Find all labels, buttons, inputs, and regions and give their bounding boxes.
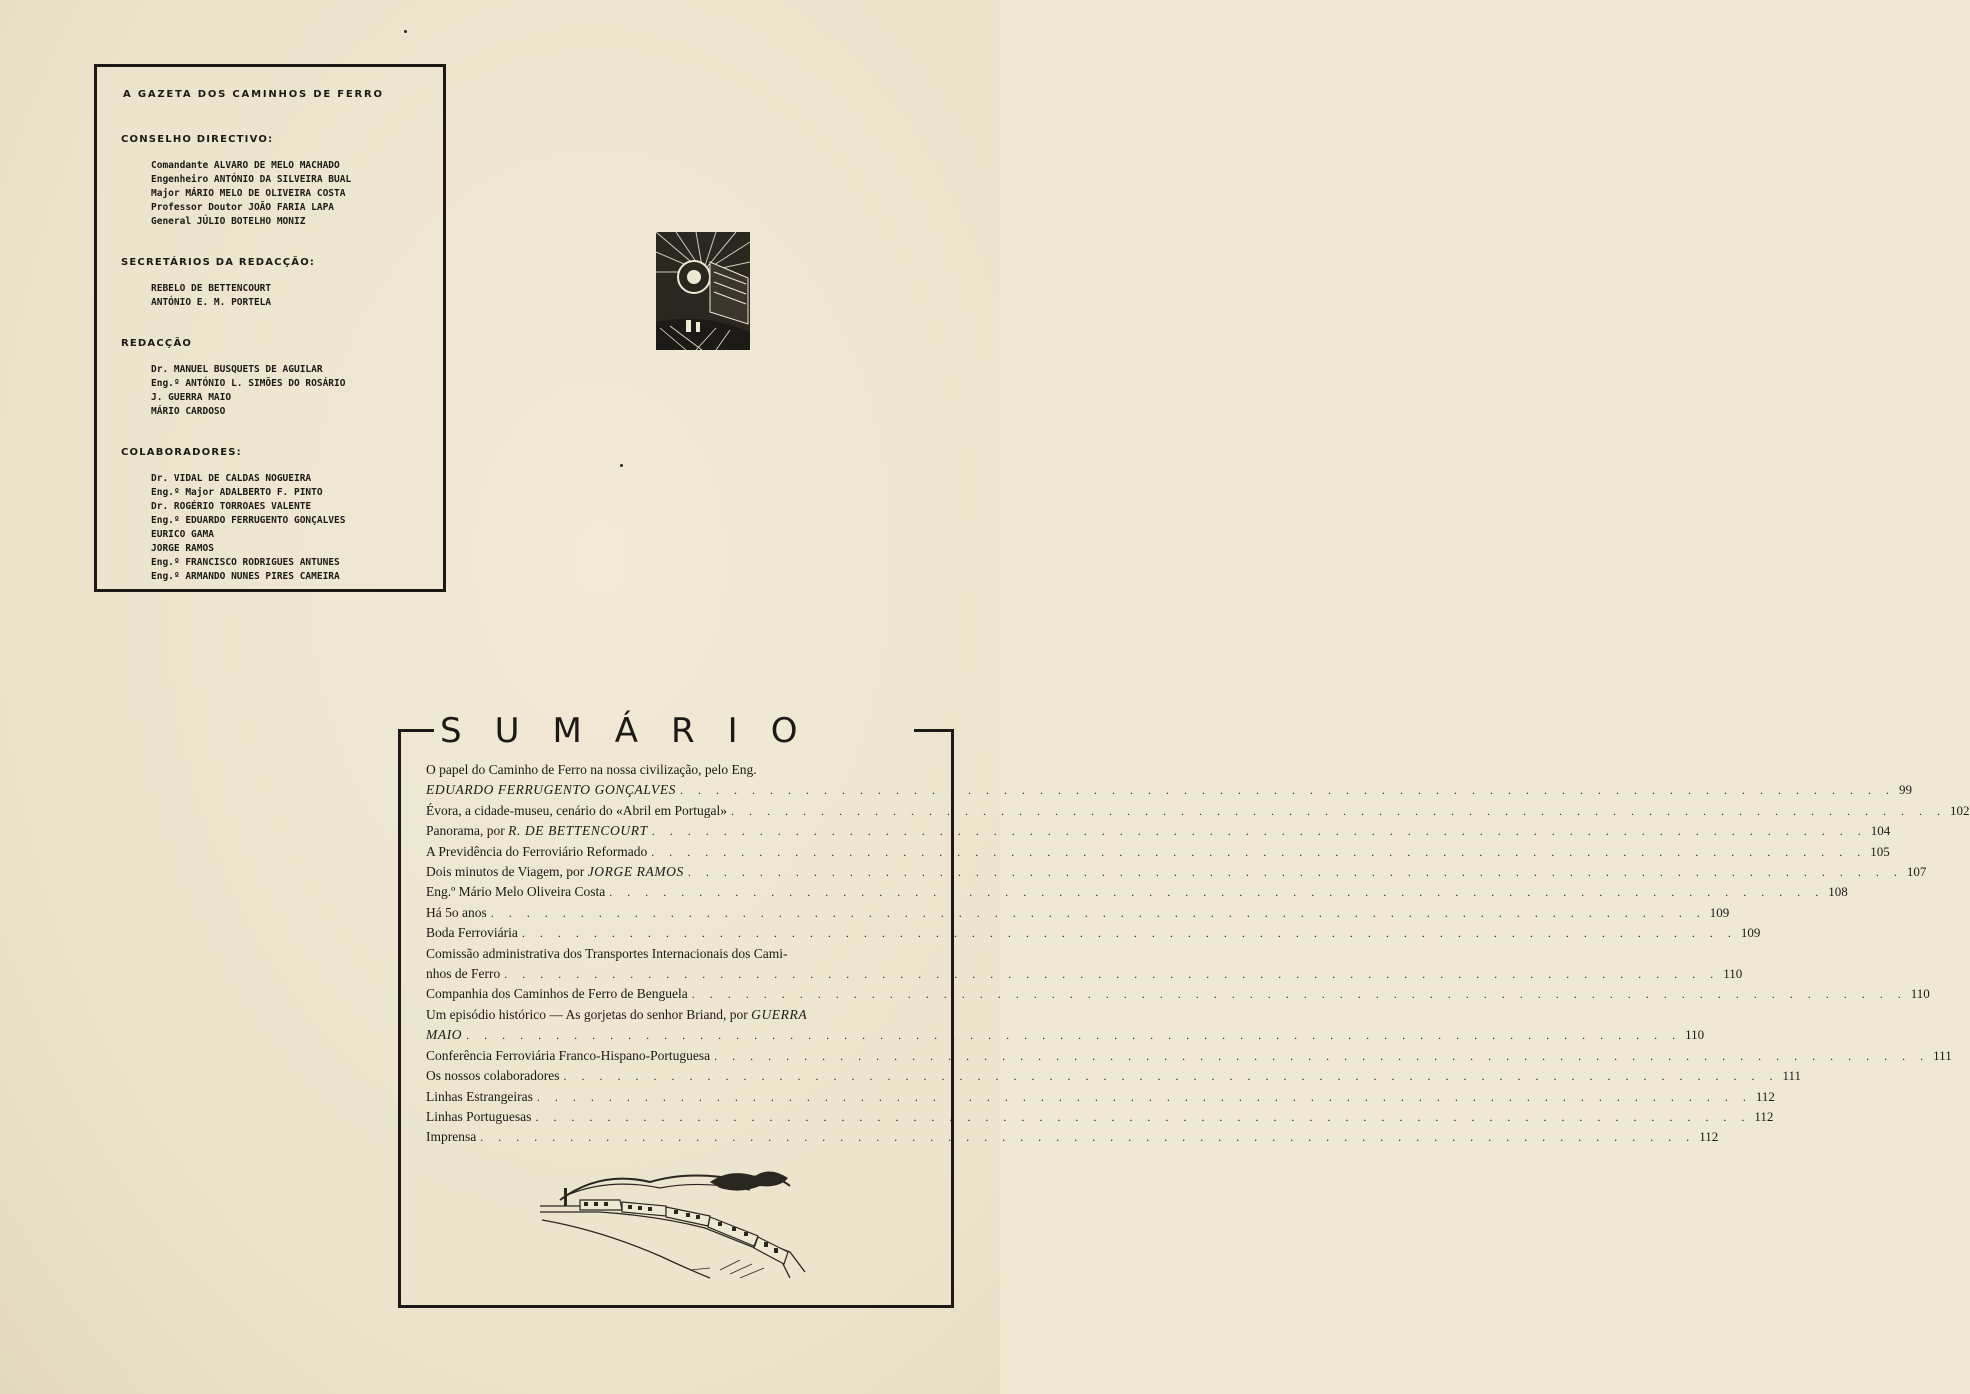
toc-line [426, 1087, 1775, 1107]
toc-entry-text [426, 801, 727, 821]
toc-entry-text [426, 780, 676, 800]
toc-entry-text [426, 1087, 533, 1107]
toc-author: EDUARDO FERRUGENTO GONÇALVES [426, 782, 677, 798]
toc-entry-text [426, 821, 648, 841]
toc-author: MAIO [426, 1027, 463, 1043]
toc-page-number: 109 [1709, 904, 1730, 920]
table-of-contents [426, 760, 1970, 1148]
toc-page-number: 112 [1699, 1129, 1719, 1145]
toc-line [426, 801, 1970, 821]
toc-leader-dots: . . . . . . . . . . . . . . . . . . . . . . . . . . . . . . . . . . . . . . . . . . . . . . . . . . . . . . . . . . . . . . . . . . . . [466, 1028, 1682, 1043]
toc-entry-text [426, 1107, 531, 1127]
toc-line [426, 923, 1761, 943]
toc-leader-dots: . . . . . . . . . . . . . . . . . . . . . . . . . . . . . . . . . . . . . . . . . . . . . . . . . . . . . . . . . . . . . . . . . . . . [536, 1089, 1752, 1104]
toc-entry-text [426, 984, 688, 1004]
staff-name: JORGE RAMOS [151, 543, 214, 554]
toc-author: JORGE RAMOS [587, 864, 684, 880]
toc-line [426, 1025, 1705, 1045]
toc-entry-text [426, 760, 757, 780]
staff-box [94, 64, 446, 592]
staff-name: ANTÓNIO E. M. PORTELA [151, 297, 272, 308]
toc-line [426, 964, 1743, 984]
toc-page-number: 111 [1782, 1068, 1802, 1084]
toc-title: Imprensa [426, 1129, 477, 1145]
train-vignette-icon [540, 1160, 810, 1280]
staff-name: Eng.º Major ADALBERTO F. PINTO [151, 487, 323, 498]
toc-page-number: 112 [1754, 1108, 1774, 1124]
toc-title: O papel do Caminho de Ferro na nossa civilização, pelo Eng. [426, 762, 757, 777]
toc-leader-dots: . . . . . . . . . . . . . . . . . . . . . . . . . . . . . . . . . . . . . . . . . . . . . . . . . . . . . . . . . . . . . . . . . . . . [714, 1048, 1930, 1063]
toc-entry [426, 984, 1930, 1004]
toc-entry [426, 1066, 1802, 1086]
toc-author: R. DE BETTENCOURT [508, 823, 648, 839]
toc-entry [426, 1127, 1719, 1147]
staff-name: Dr. MANUEL BUSQUETS DE AGUILAR [151, 364, 323, 375]
toc-title: Um episódio histórico — As gorjetas do senhor Briand, por [426, 1006, 752, 1022]
staff-name: MÁRIO CARDOSO [151, 406, 226, 417]
toc-entry-text [426, 923, 518, 943]
toc-leader-dots: . . . . . . . . . . . . . . . . . . . . . . . . . . . . . . . . . . . . . . . . . . . . . . . . . . . . . . . . . . . . . . . . . . . . [490, 905, 1706, 920]
page-speck [404, 30, 407, 33]
staff-section-heading: SECRETÁRIOS DA REDACÇÃO: [121, 257, 316, 268]
toc-entry [426, 862, 1927, 882]
toc-title: Conferência Ferroviária Franco-Hispano-Portuguesa [426, 1047, 711, 1063]
staff-name: EURICO GAMA [151, 529, 214, 540]
toc-title: nhos de Ferro [426, 966, 501, 982]
toc-title: Dois minutos de Viagem, por [426, 864, 588, 880]
toc-entry [426, 1107, 1774, 1127]
staff-name: General JÚLIO BOTELHO MONIZ [151, 216, 306, 227]
toc-leader-dots: . . . . . . . . . . . . . . . . . . . . . . . . . . . . . . . . . . . . . . . . . . . . . . . . . . . . . . . . . . . . . . . . . . . . [563, 1069, 1779, 1084]
toc-entry-text [426, 903, 487, 923]
toc-leader-dots: . . . . . . . . . . . . . . . . . . . . . . . . . . . . . . . . . . . . . . . . . . . . . . . . . . . . . . . . . . . . . . . . . . . . [687, 865, 1903, 880]
toc-line [426, 842, 1890, 862]
toc-line [426, 760, 930, 780]
toc-leader-dots: . . . . . . . . . . . . . . . . . . . . . . . . . . . . . . . . . . . . . . . . . . . . . . . . . . . . . . . . . . . . . . . . . . . . [651, 844, 1867, 859]
locomotive-engraving-icon [656, 232, 750, 350]
toc-page-number: 108 [1828, 884, 1848, 900]
toc-leader-dots: . . . . . . . . . . . . . . . . . . . . . . . . . . . . . . . . . . . . . . . . . . . . . . . . . . . . . . . . . . . . . . . . . . . . [504, 967, 1720, 982]
toc-line [426, 1046, 1952, 1066]
toc-title: Linhas Estrangeiras [426, 1088, 533, 1104]
toc-leader-dots: . . . . . . . . . . . . . . . . . . . . . . . . . . . . . . . . . . . . . . . . . . . . . . . . . . . . . . . . . . . . . . . . . . . . [521, 926, 1737, 941]
toc-entry-text [426, 944, 787, 964]
toc-entry [426, 842, 1890, 862]
toc-line [426, 1066, 1802, 1086]
toc-title: Eng.º Mário Melo Oliveira Costa [426, 884, 606, 900]
staff-name-list [151, 472, 443, 584]
toc-entry-text [426, 1127, 476, 1147]
staff-name-list [151, 282, 443, 310]
sumario-rule-right [914, 729, 954, 732]
page-speck [620, 464, 623, 467]
toc-title: Panorama, por [426, 823, 509, 839]
toc-page-number: 104 [1870, 823, 1891, 839]
staff-name: Comandante ALVARO DE MELO MACHADO [151, 160, 340, 171]
toc-entry [426, 760, 1913, 801]
toc-page-number: 110 [1685, 1027, 1705, 1043]
toc-title: A Previdência do Ferroviário Reformado [426, 843, 648, 859]
toc-line [426, 1005, 930, 1025]
toc-leader-dots: . . . . . . . . . . . . . . . . . . . . . . . . . . . . . . . . . . . . . . . . . . . . . . . . . . . . . . . . . . . . . . . . . . . . [535, 1109, 1751, 1124]
toc-entry-text [426, 862, 684, 882]
toc-leader-dots: . . . . . . . . . . . . . . . . . . . . . . . . . . . . . . . . . . . . . . . . . . . . . . . . . . . . . . . . . . . . . . . . . . . . [691, 987, 1907, 1002]
toc-entry-text [426, 842, 647, 862]
toc-line [426, 1107, 1774, 1127]
toc-entry [426, 1005, 1705, 1046]
toc-page-number: 107 [1906, 864, 1927, 880]
toc-entry [426, 801, 1970, 821]
toc-line [426, 1127, 1719, 1147]
toc-leader-dots: . . . . . . . . . . . . . . . . . . . . . . . . . . . . . . . . . . . . . . . . . . . . . . . . . . . . . . . . . . . . . . . . . . . . [480, 1130, 1696, 1145]
toc-title: Companhia dos Caminhos de Ferro de Benguela [426, 986, 688, 1002]
toc-entry [426, 1087, 1775, 1107]
toc-entry [426, 1046, 1952, 1066]
staff-name: J. GUERRA MAIO [151, 392, 232, 403]
staff-name-list [151, 363, 443, 419]
staff-name: Eng.º FRANCISCO RODRIGUES ANTUNES [151, 557, 340, 568]
toc-entry [426, 944, 1743, 985]
toc-line [426, 882, 1848, 902]
toc-page-number: 105 [1870, 843, 1890, 859]
staff-name: Professor Doutor JOÃO FARIA LAPA [151, 202, 335, 213]
staff-name: REBELO DE BETTENCOURT [151, 283, 272, 294]
staff-section-heading: CONSELHO DIRECTIVO: [121, 134, 274, 145]
toc-page-number: 102 [1950, 802, 1970, 818]
staff-name: Eng.º ARMANDO NUNES PIRES CAMEIRA [151, 571, 340, 582]
toc-title: Évora, a cidade-museu, cenário do «Abril em Portugal» [426, 802, 728, 818]
toc-leader-dots: . . . . . . . . . . . . . . . . . . . . . . . . . . . . . . . . . . . . . . . . . . . . . . . . . . . . . . . . . . . . . . . . . . . . [609, 885, 1825, 900]
staff-name-list [151, 159, 443, 229]
toc-entry [426, 882, 1848, 902]
staff-name: Eng.º EDUARDO FERRUGENTO GONÇALVES [151, 515, 346, 526]
toc-page-number: 99 [1899, 782, 1913, 798]
toc-title: Os nossos colaboradores [426, 1068, 560, 1084]
sumario-rule-left [398, 729, 434, 732]
toc-title: Comissão administrativa dos Transportes Internacionais dos Cami- [426, 945, 788, 961]
staff-section-heading: COLABORADORES: [121, 447, 242, 458]
toc-entry-text [426, 1025, 462, 1045]
toc-line [426, 903, 1730, 923]
toc-entry [426, 903, 1730, 923]
toc-page-number: 112 [1755, 1088, 1775, 1104]
toc-line [426, 862, 1927, 882]
toc-page-number: 110 [1910, 986, 1930, 1002]
toc-line [426, 780, 1913, 800]
toc-entry-text [426, 964, 500, 984]
sumario-title: SUMÁRIO [440, 711, 831, 751]
toc-line [426, 821, 1891, 841]
toc-page-number: 110 [1723, 966, 1743, 982]
toc-title: Boda Ferroviária [426, 925, 518, 941]
toc-entry-text [426, 882, 605, 902]
toc-entry [426, 821, 1891, 841]
toc-entry-text [426, 1046, 710, 1066]
staff-name: Dr. ROGÉRIO TORROAES VALENTE [151, 501, 312, 512]
toc-author: GUERRA [751, 1006, 808, 1022]
toc-entry [426, 923, 1761, 943]
toc-line [426, 944, 930, 964]
toc-entry-text [426, 1005, 807, 1025]
staff-section-heading: REDACÇÃO [121, 338, 193, 349]
toc-line [426, 984, 1930, 1004]
staff-name: Engenheiro ANTÓNIO DA SILVEIRA BUAL [151, 174, 352, 185]
toc-leader-dots: . . . . . . . . . . . . . . . . . . . . . . . . . . . . . . . . . . . . . . . . . . . . . . . . . . . . . . . . . . . . . . . . . . . . [680, 783, 1896, 798]
toc-entry-text [426, 1066, 559, 1086]
toc-page-number: 111 [1933, 1047, 1952, 1063]
toc-title: Linhas Portuguesas [426, 1108, 532, 1124]
staff-sections [121, 134, 443, 584]
toc-page-number: 109 [1740, 925, 1761, 941]
toc-title: Há 5o anos [426, 904, 487, 920]
toc-leader-dots: . . . . . . . . . . . . . . . . . . . . . . . . . . . . . . . . . . . . . . . . . . . . . . . . . . . . . . . . . . . . . . . . . . . . [731, 803, 1947, 818]
staff-name: Dr. VIDAL DE CALDAS NOGUEIRA [151, 473, 312, 484]
staff-title: A GAZETA DOS CAMINHOS DE FERRO [123, 89, 384, 100]
toc-leader-dots: . . . . . . . . . . . . . . . . . . . . . . . . . . . . . . . . . . . . . . . . . . . . . . . . . . . . . . . . . . . . . . . . . . . . [651, 824, 1867, 839]
staff-name: Eng.º ANTÓNIO L. SIMÕES DO ROSÁRIO [151, 378, 346, 389]
staff-name: Major MÁRIO MELO DE OLIVEIRA COSTA [151, 188, 346, 199]
